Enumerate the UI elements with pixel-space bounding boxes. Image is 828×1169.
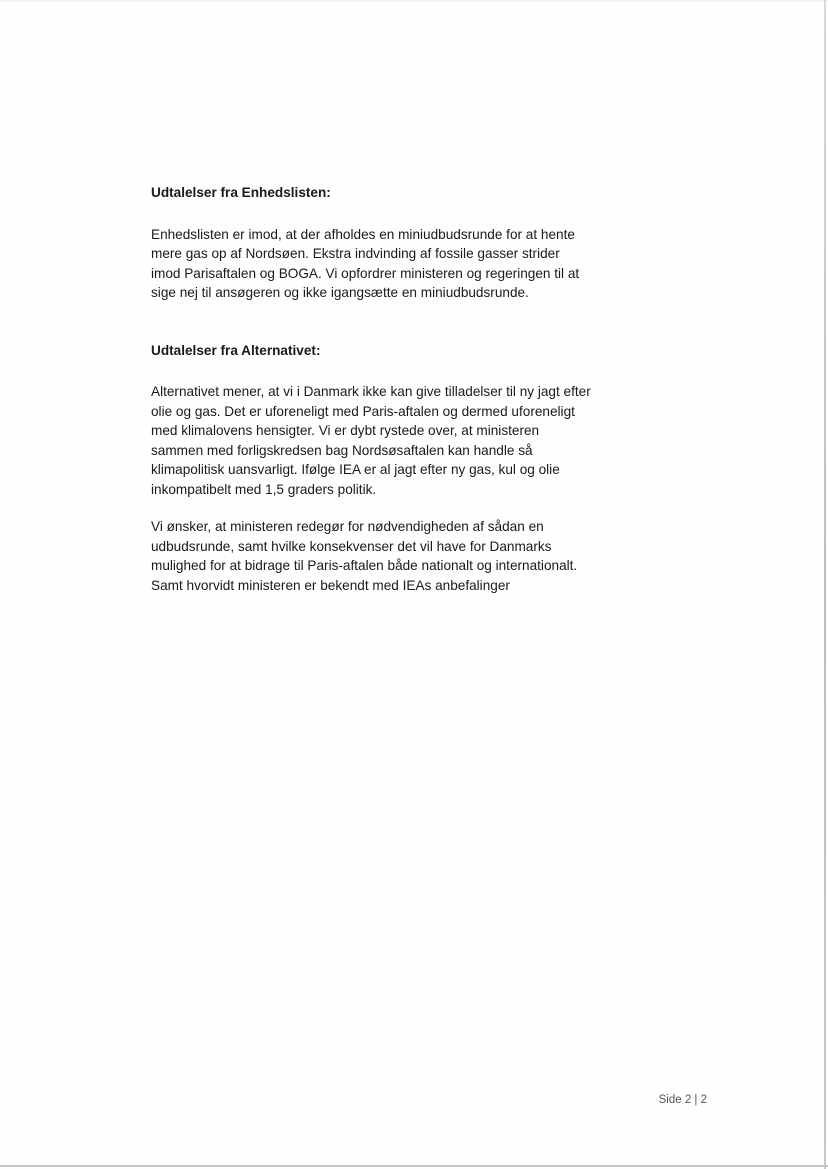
section-heading: Udtalelser fra Enhedslisten: xyxy=(151,185,331,200)
section-alternativet xyxy=(151,341,591,596)
section-paragraph: Alternativet mener, at vi i Danmark ikke kan give tilladelser til ny jagt efter olie og gas. Det er uforeneligt med Paris-aftalen og dermed uforeneligt med klimalovens hensigter. Vi er dybt rystede over, at ministeren sammen med forligskredsen bag Nordsøsaftalen kan handle så klimapolitisk uansvarligt. Ifølge IEA er al jagt efter ny gas, kul og olie inkompatibelt med 1,5 graders politik. xyxy=(151,384,591,497)
section-paragraph: Enhedslisten er imod, at der afholdes en miniudbudsrunde for at hente mere gas op af Nordsøen. Ekstra indvinding af fossile gasser strider imod Parisaftalen og BOGA. Vi opfordrer ministeren og regeringen til at sige nej til ansøgeren og ikke igangsætte en miniudbudsrunde. xyxy=(151,226,580,300)
document-body xyxy=(151,183,591,595)
page-number: Side 2 | 2 xyxy=(658,1094,707,1106)
page-right-edge xyxy=(824,0,826,1169)
page-top-edge xyxy=(0,0,828,3)
section-paragraph: Vi ønsker, at ministeren redegør for nødvendigheden af sådan en udbudsrunde, samt hvilke konsekvenser det vil have for Danmarks mulighed for at bidrage til Paris-aftalen både nationalt og internationalt. Samt hvorvidt ministeren er bekendt med IEAs anbefalinger xyxy=(151,519,578,593)
section-enhedslisten xyxy=(151,183,591,303)
section-heading: Udtalelser fra Alternativet: xyxy=(151,342,321,358)
page-bottom-edge xyxy=(0,1165,828,1167)
